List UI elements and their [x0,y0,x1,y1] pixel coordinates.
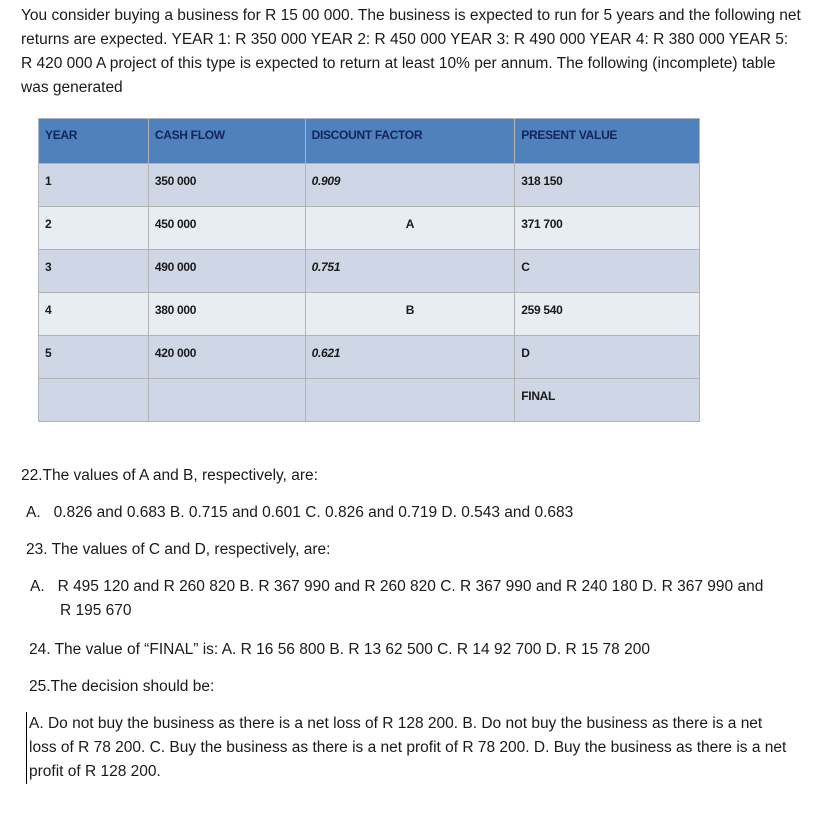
intro-paragraph: You consider buying a business for R 15 00 000. The business is expected to run for 5 years and the following net returns are expected. YEAR 1: R 350 000 YEAR 2: R 450 000 YEAR 3: R 490 000 YEAR 4: R 380 000 YEAR 5: R 420 000 A project of this type is expected to return at least 10% per annum. The following (incomplete) table was generated [21,7,801,96]
cell-year [39,379,149,422]
cell-present-value: 318 150 [515,164,700,207]
question-23-options: A. R 495 120 and R 260 820 B. R 367 990 and R 260 820 C. R 367 990 and R 240 180 D. R 367 990 and [30,578,764,595]
question-25-options[interactable]: A. Do not buy the business as there is a net loss of R 128 200. B. Do not buy the business as there is a net loss of R 78 200. C. Buy the business as there is a net profit of R 78 200. D. Buy the business as there is a net profit of R 128 200. [26,712,794,784]
table-row [39,293,700,336]
header-year: YEAR [39,119,149,164]
header-discount-factor: DISCOUNT FACTOR [305,119,515,164]
question-22-options: A. 0.826 and 0.683 B. 0.715 and 0.601 C. 0.826 and 0.719 D. 0.543 and 0.683 [26,504,574,521]
question-22: 22.The values of A and B, respectively, are: [21,467,318,484]
cell-year: 3 [39,250,149,293]
cell-discount-factor: 0.751 [305,250,515,293]
cell-cash-flow: 450 000 [148,207,305,250]
cell-cash-flow: 490 000 [148,250,305,293]
present-value-table [38,118,700,422]
table-row [39,250,700,293]
cell-present-value: 371 700 [515,207,700,250]
question-25: 25.The decision should be: [29,678,215,695]
cell-year: 2 [39,207,149,250]
cell-cash-flow: 380 000 [148,293,305,336]
cell-discount-factor: 0.909 [305,164,515,207]
question-23-options-cont: R 195 670 [60,602,132,619]
table-row [39,379,700,422]
table-header-row [39,119,700,164]
header-present-value: PRESENT VALUE [515,119,700,164]
cell-discount-factor: 0.621 [305,336,515,379]
cell-year: 1 [39,164,149,207]
cell-cash-flow: 350 000 [148,164,305,207]
cell-present-value: 259 540 [515,293,700,336]
cell-cash-flow: 420 000 [148,336,305,379]
question-24: 24. The value of “FINAL” is: A. R 16 56 800 B. R 13 62 500 C. R 14 92 700 D. R 15 78 200 [29,641,650,658]
question-23: 23. The values of C and D, respectively, are: [26,541,331,558]
header-cash-flow: CASH FLOW [148,119,305,164]
cell-discount-factor [305,379,515,422]
cell-year: 5 [39,336,149,379]
cell-present-value: D [515,336,700,379]
table-row [39,336,700,379]
cell-discount-factor: B [305,293,515,336]
cell-discount-factor: A [305,207,515,250]
table-row [39,207,700,250]
cell-present-value-final: FINAL [515,379,700,422]
cell-present-value: C [515,250,700,293]
cell-year: 4 [39,293,149,336]
table-row [39,164,700,207]
cell-cash-flow [148,379,305,422]
